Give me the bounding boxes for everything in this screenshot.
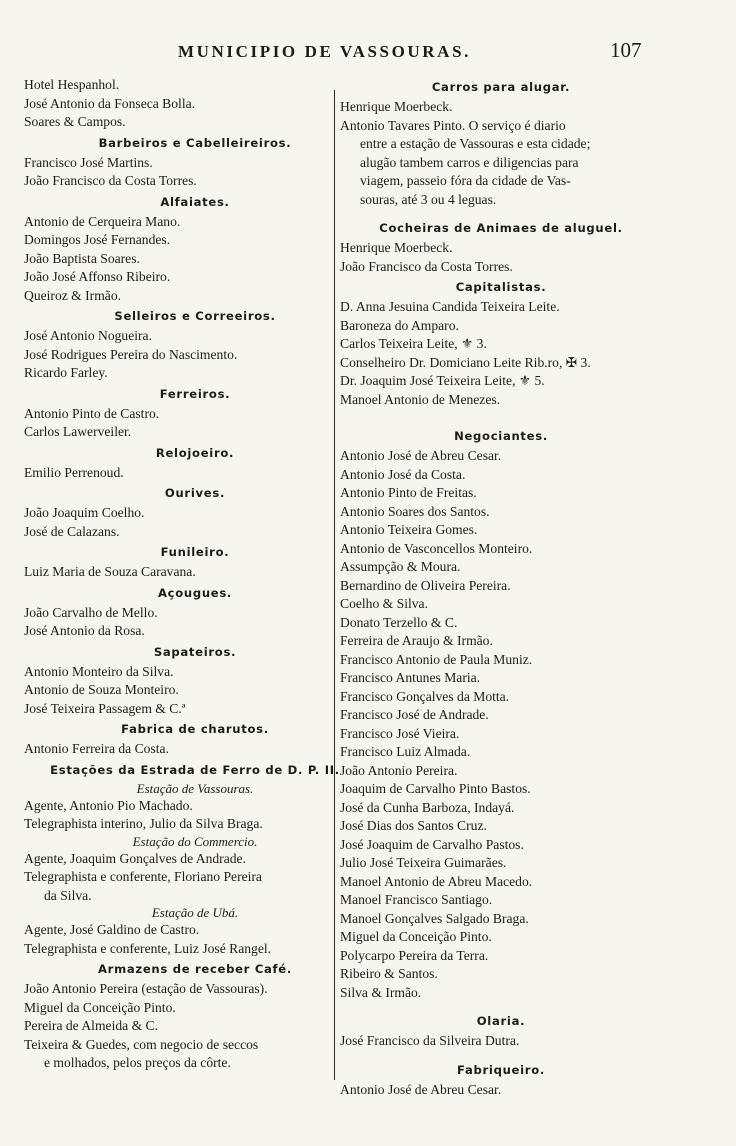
list-item: souras, até 3 ou 4 leguas.: [360, 191, 497, 207]
list-item: Coelho & Silva.: [340, 596, 428, 611]
list-item: Joaquim de Carvalho Pinto Bastos.: [340, 781, 531, 796]
list-item: Antonio Pinto de Freitas.: [340, 485, 477, 500]
list-item: Antonio José da Costa.: [340, 466, 466, 482]
list-item: Carlos Lawerveiler.: [24, 424, 132, 439]
section-heading-carros: Carros para alugar.: [431, 80, 571, 94]
section-heading-capitalistas: Capitalistas.: [455, 280, 547, 294]
list-item: Queiroz & Irmão.: [24, 287, 122, 303]
section-heading-ourives: Ourives.: [164, 486, 226, 500]
list-item: Antonio de Cerqueira Mano.: [24, 213, 181, 229]
list-item: José de Calazans.: [24, 523, 120, 539]
list-item: José da Cunha Barboza, Indayá.: [340, 799, 515, 815]
list-item: Miguel da Conceição Pinto.: [24, 999, 176, 1015]
list-item: Antonio José de Abreu Cesar.: [340, 1081, 502, 1097]
list-item: Agente, José Galdino de Castro.: [24, 922, 200, 937]
list-item: Teixeira & Guedes, com negocio de seccos: [24, 1036, 259, 1052]
list-item: Antonio Pinto de Castro.: [24, 405, 160, 421]
section-heading-olaria: Olaria.: [476, 1014, 526, 1028]
list-item: Miguel da Conceição Pinto.: [340, 929, 492, 944]
subheading-estacao-uba: Estação de Ubá.: [151, 905, 239, 920]
list-item: Pereira de Almeida & C.: [24, 1018, 159, 1033]
section-heading-armazens: Armazens de receber Café.: [98, 962, 292, 976]
list-item: Francisco José Vieira.: [340, 725, 460, 741]
list-item: Ribeiro & Santos.: [340, 966, 438, 981]
list-item: José Joaquim de Carvalho Pastos.: [340, 836, 524, 852]
list-item: e molhados, pelos preços da côrte.: [44, 1055, 231, 1070]
list-item: Ferreira de Araujo & Irmão.: [340, 633, 493, 648]
list-item: Henrique Moerbeck.: [340, 99, 453, 114]
list-item: da Silva.: [44, 887, 92, 903]
list-item: Hotel Hespanhol.: [24, 77, 120, 92]
list-item: Soares & Campos.: [24, 114, 126, 129]
list-item: Emilio Perrenoud.: [24, 464, 124, 480]
list-item: José Rodrigues Pereira do Nascimento.: [24, 346, 238, 362]
list-item: Conselheiro Dr. Domiciano Leite Rib.ro, ✠ 3.: [340, 354, 591, 370]
list-item: Antonio de Souza Monteiro.: [24, 682, 179, 697]
list-item: Julio José Teixeira Guimarães.: [340, 855, 507, 870]
list-item: Telegraphista e conferente, Luiz José Rangel.: [24, 940, 272, 956]
list-item: João Carvalho de Mello.: [24, 604, 158, 620]
section-heading-acougues: Açougues.: [157, 585, 233, 600]
list-item: Manoel Antonio de Menezes.: [340, 391, 501, 407]
list-item: D. Anna Jesuina Candida Teixeira Leite.: [340, 299, 560, 314]
list-item: Manoel Antonio de Abreu Macedo.: [340, 873, 533, 889]
list-item: entre a estação de Vassouras e esta cidade;: [360, 136, 591, 151]
list-item: Luiz Maria de Souza Caravana.: [24, 564, 196, 579]
list-item: João Antonio Pereira (estação de Vassouras).: [24, 981, 268, 996]
list-item: Telegraphista interino, Julio da Silva Braga.: [24, 816, 263, 831]
list-item: Francisco Antonio de Paula Muniz.: [340, 651, 533, 667]
list-item: João Joaquim Coelho.: [24, 505, 145, 520]
section-heading-sapateiros: Sapateiros.: [153, 644, 237, 659]
list-item: alugão tambem carros e diligencias para: [360, 154, 579, 170]
list-item: Ricardo Farley.: [24, 365, 108, 380]
list-item: Assumpção & Moura.: [340, 559, 461, 574]
list-item: Antonio Soares dos Santos.: [340, 503, 490, 519]
list-item: Agente, Joaquim Gonçalves de Andrade.: [24, 850, 246, 866]
right-column: [340, 76, 662, 1099]
list-item: Bernardino de Oliveira Pereira.: [340, 577, 511, 593]
section-heading-fabriqueiro: Fabriqueiro.: [457, 1062, 545, 1077]
left-column: [24, 76, 366, 1073]
list-item: Domingos José Fernandes.: [24, 232, 171, 247]
page-header: [0, 38, 736, 68]
list-item: Manoel Gonçalves Salgado Braga.: [340, 910, 529, 926]
list-item: José Francisco da Silveira Dutra.: [340, 1033, 520, 1048]
list-item: Antonio Teixeira Gomes.: [340, 522, 478, 537]
section-heading-barbeiros: Barbeiros e Cabelleireiros.: [98, 135, 292, 150]
list-item: Antonio Ferreira da Costa.: [24, 741, 169, 756]
section-heading-ferreiros: Ferreiros.: [159, 386, 231, 401]
list-item: Francisco Gonçalves da Motta.: [340, 688, 510, 704]
list-item: Manoel Francisco Santiago.: [340, 892, 493, 907]
list-item: Francisco Antunes Maria.: [340, 670, 481, 685]
list-item: Carlos Teixeira Leite, ⚜ 3.: [340, 336, 487, 351]
list-item: Agente, Antonio Pio Machado.: [24, 797, 193, 813]
list-item: Henrique Moerbeck.: [340, 240, 453, 255]
list-item: Antonio José de Abreu Cesar.: [340, 448, 502, 463]
list-item: João Baptista Soares.: [24, 250, 140, 266]
list-item: Telegraphista e conferente, Floriano Pereira: [24, 869, 262, 884]
list-item: Dr. Joaquim José Teixeira Leite, ⚜ 5.: [340, 373, 545, 388]
section-heading-negociantes: Negociantes.: [454, 429, 548, 443]
list-item: José Antonio Nogueira.: [24, 328, 152, 343]
page-title: MUNICIPIO DE VASSOURAS.: [178, 42, 471, 61]
list-item: Baroneza do Amparo.: [340, 317, 459, 333]
list-item: João José Affonso Ribeiro.: [24, 269, 171, 284]
section-heading-fabrica: Fabrica de charutos.: [121, 722, 269, 736]
list-item: Antonio de Vasconcellos Monteiro.: [340, 540, 533, 556]
list-item: Francisco José de Andrade.: [340, 707, 489, 722]
list-item: Polycarpo Pereira da Terra.: [340, 947, 489, 963]
list-item: João Francisco da Costa Torres.: [340, 258, 513, 274]
list-item: viagem, passeio fóra da cidade de Vas-: [360, 173, 571, 188]
list-item: Francisco José Martins.: [24, 154, 153, 170]
list-item: Donato Terzello & C.: [340, 614, 458, 630]
section-heading-alfaiates: Alfaiates.: [160, 194, 230, 209]
list-item: João Antonio Pereira.: [340, 762, 458, 778]
list-item: Antonio Monteiro da Silva.: [24, 663, 174, 679]
subheading-estacao-commercio: Estação do Commercio.: [132, 833, 258, 849]
list-item: José Dias dos Santos Cruz.: [340, 818, 487, 833]
list-item: José Teixeira Passagem & C.ª: [24, 700, 186, 716]
section-heading-estacoes: Estações da Estrada de Ferro de D. P. II.: [50, 762, 340, 777]
list-item: José Antonio da Fonseca Bolla.: [24, 95, 196, 111]
list-item: Antonio Tavares Pinto. O serviço é diario: [340, 117, 566, 133]
section-heading-relojoeiro: Relojoeiro.: [155, 445, 235, 460]
subheading-estacao-vassouras: Estação de Vassouras.: [136, 780, 254, 796]
section-heading-selleiros: Selleiros e Correeiros.: [114, 309, 276, 323]
list-item: Francisco Luiz Almada.: [340, 744, 471, 759]
list-item: João Francisco da Costa Torres.: [24, 173, 197, 188]
section-heading-funileiro: Funileiro.: [160, 545, 230, 559]
page-number: 107: [610, 38, 642, 62]
list-item: José Antonio da Rosa.: [24, 623, 145, 638]
section-heading-cocheiras: Cocheiras de Animaes de aluguel.: [379, 221, 623, 235]
list-item: Silva & Irmão.: [340, 984, 422, 1000]
